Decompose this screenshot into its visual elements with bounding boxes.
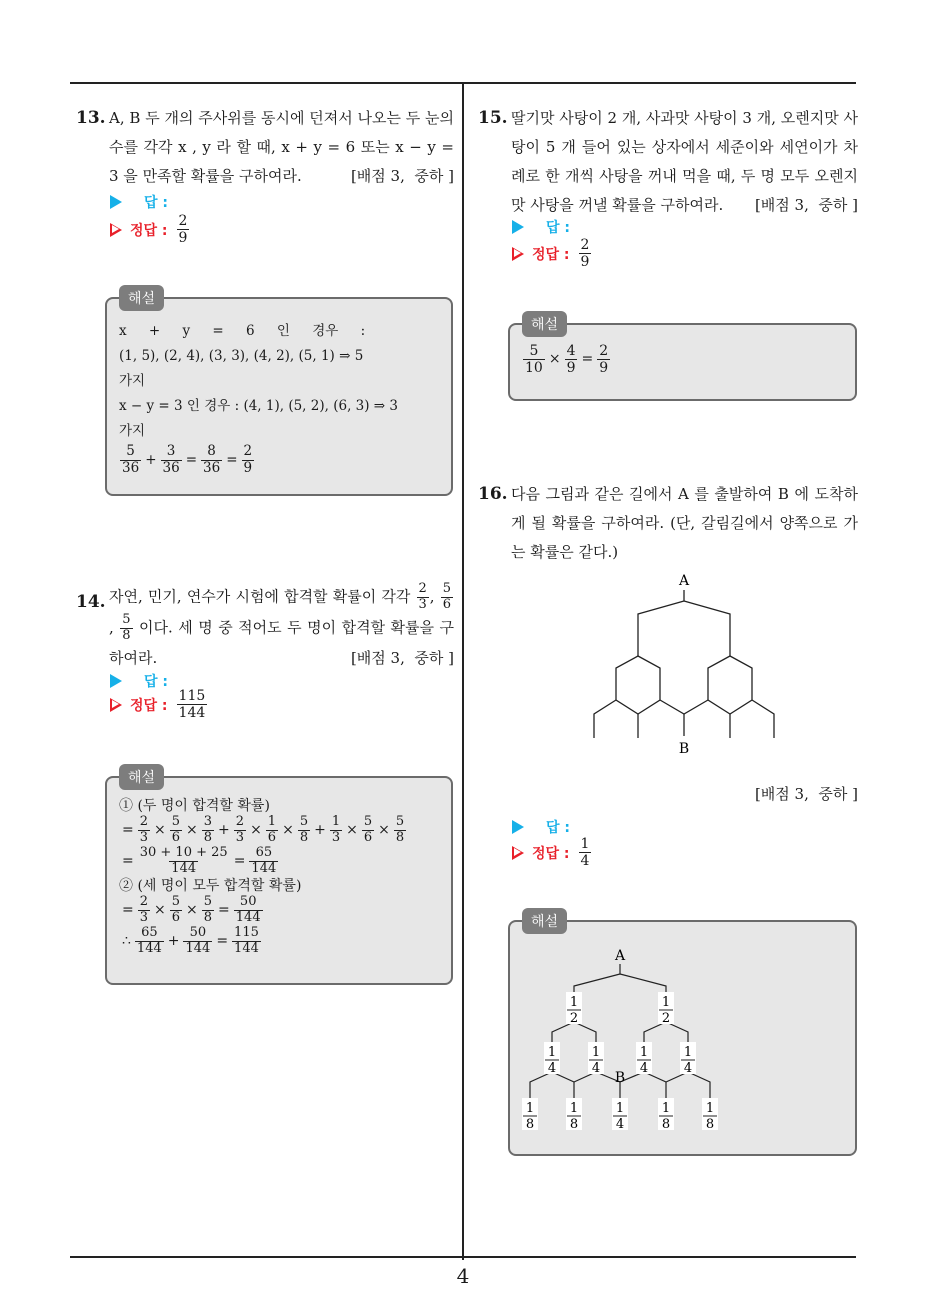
solution-box	[105, 770, 453, 985]
correct-fraction: $\frac{115}{144}$	[178, 688, 206, 722]
question-14	[76, 582, 454, 673]
question-text: A, B 두 개의 주사위를 동시에 던져서 나오는 두 눈의 수를 각각 x , y 라 할 때, x + y = 6 또는 x − y = 3 을 만족할 확률을 구하여라.	[109, 109, 454, 185]
question-16	[478, 480, 858, 567]
correct-label: 정답 :	[130, 697, 168, 714]
tree-start-label: A	[614, 948, 626, 964]
play-icon	[512, 220, 524, 234]
score-label: [배점 3, 중하 ]	[754, 196, 858, 214]
play-icon	[110, 674, 122, 688]
solution-equation: = $\frac{30 + 10 + 25}{144}$ = $\frac{65}{144}$	[122, 844, 277, 876]
solution-tag: 해설	[522, 908, 567, 934]
answer-label: 답 :	[546, 820, 570, 836]
tree-prob: 2	[569, 1011, 579, 1026]
tree-prob: 4	[615, 1117, 625, 1132]
solution-equation: = $\frac{2}{3}$ × $\frac{5}{6}$ × $\frac{5}{8}$ = $\frac{50}{144}$	[122, 893, 261, 925]
play-icon	[512, 820, 524, 834]
tree-prob: 8	[705, 1117, 715, 1132]
question-number: 13.	[76, 108, 106, 128]
tree-prob: 8	[661, 1117, 671, 1132]
tree-prob: 1	[661, 995, 671, 1010]
tree-prob: 4	[639, 1061, 649, 1076]
solution-box	[508, 914, 857, 1156]
solution-body	[522, 343, 841, 376]
question-text: 딸기맛 사탕이 2 개, 사과맛 사탕이 3 개, 오렌지맛 사탕이 5 개 들어 있는 상자에서 세준이와 세연이가 차례로 한 개씩 사탕을 꺼내 먹을 때, 두 명 모두 오렌지맛 사탕을 꺼낼 확률을 구하여라.	[511, 109, 858, 214]
correct-answer-row	[110, 213, 190, 246]
tree-prob: 4	[547, 1061, 557, 1076]
answer-label: 답 :	[546, 220, 570, 236]
solution-box	[508, 317, 857, 401]
tree-prob: 8	[525, 1117, 535, 1132]
tree-prob: 4	[591, 1061, 601, 1076]
correct-fraction: $\frac{2}{9}$	[178, 213, 188, 247]
solution-equation: $\frac{5}{36}$ + $\frac{3}{36}$ = $\frac{8}{36}$ = $\frac{2}{9}$	[122, 443, 253, 476]
score-label: [배점 3, 중하 ]	[350, 648, 454, 667]
question-number: 14.	[76, 592, 106, 612]
probability-tree	[510, 922, 855, 1154]
solution-tag: 해설	[119, 285, 164, 311]
answer-row	[110, 192, 168, 212]
tree-prob: 1	[525, 1101, 535, 1116]
question-text: 자연, 민기, 연수가 시험에 합격할 확률이 각각 $\frac{2}{3}$ , $\frac{5}{6}$ , $\frac{5}{8}$ 이다. 세 명 중 적어도 두 명이 합격할 확률을 구하여라.	[109, 581, 454, 667]
solution-line: 가지	[119, 423, 146, 439]
play-icon	[110, 195, 122, 209]
correct-fraction: $\frac{1}{4}$	[580, 836, 590, 870]
question-number: 15.	[478, 108, 508, 128]
outline-play-icon	[110, 223, 122, 237]
solution-equation: ∴ $\frac{65}{144}$ + $\frac{50}{144}$ = $\frac{115}{144}$	[122, 924, 259, 956]
correct-label: 정답 :	[532, 845, 570, 862]
answer-label: 답 :	[144, 674, 168, 690]
tree-prob: 8	[569, 1117, 579, 1132]
solution-line: ② (세 명이 모두 합격할 확률)	[119, 877, 302, 894]
solution-equation: $\frac{5}{10}$ × $\frac{4}{9}$ = $\frac{2}{9}$	[525, 343, 609, 377]
tree-prob: 1	[639, 1045, 649, 1060]
tree-prob: 4	[683, 1061, 693, 1076]
question-15	[478, 104, 858, 220]
solution-body	[119, 797, 437, 957]
solution-box	[105, 291, 453, 496]
answer-row	[512, 817, 570, 837]
tree-end-label: B	[614, 1070, 626, 1086]
solution-tag: 해설	[119, 764, 164, 790]
correct-answer-row	[512, 836, 592, 869]
tree-prob: 2	[661, 1011, 671, 1026]
outline-play-icon	[512, 247, 524, 261]
start-label: A	[678, 573, 690, 589]
correct-answer-row	[512, 237, 592, 270]
tree-prob: 1	[615, 1101, 625, 1116]
solution-tag: 해설	[522, 311, 567, 337]
end-label: B	[678, 741, 690, 757]
question-number: 16.	[478, 484, 508, 504]
correct-label: 정답 :	[532, 246, 570, 263]
tree-prob: 1	[683, 1045, 693, 1060]
question-text: 다음 그림과 같은 길에서 A 를 출발하여 B 에 도착하게 될 확률을 구하여라. (단, 갈림길에서 양쪽으로 가는 확률은 같다.)	[511, 485, 858, 561]
tree-prob: 1	[569, 1101, 579, 1116]
score-line	[478, 780, 858, 809]
road-diagram	[580, 570, 780, 760]
answer-row	[512, 217, 570, 237]
outline-play-icon	[512, 846, 524, 860]
tree-prob: 1	[661, 1101, 671, 1116]
score-label: [배점 3, 중하 ]	[754, 785, 858, 803]
solution-body	[119, 319, 437, 476]
page-number: 4	[456, 1264, 470, 1288]
solution-line: x − y = 3 인 경우 : (4, 1), (5, 2), (6, 3) ⇒ 3	[119, 398, 398, 414]
solution-line: x + y = 6 인 경우 :	[119, 323, 366, 339]
tree-prob: 1	[569, 995, 579, 1010]
bottom-rule	[70, 1256, 856, 1258]
outline-play-icon	[110, 698, 122, 712]
tree-prob: 1	[591, 1045, 601, 1060]
question-13	[76, 104, 454, 191]
tree-prob: 1	[547, 1045, 557, 1060]
solution-line: (1, 5), (2, 4), (3, 3), (4, 2), (5, 1) ⇒ 5	[119, 348, 364, 364]
correct-fraction: $\frac{2}{9}$	[580, 237, 590, 271]
solution-line: ① (두 명이 합격할 확률)	[119, 798, 270, 814]
solution-equation: = $\frac{2}{3}$ × $\frac{5}{6}$ × $\frac{3}{8}$ + $\frac{2}{3}$ × $\frac{1}{6}$ × $\frac{5}{8}$ + $\frac{1}{3}$ × $\frac{5}{6}$ × $\frac{5}{8}$	[122, 814, 405, 845]
solution-line: 가지	[119, 373, 146, 389]
column-divider	[462, 82, 464, 1260]
score-label: [배점 3, 중하 ]	[350, 167, 454, 185]
answer-label: 답 :	[144, 195, 168, 211]
correct-answer-row	[110, 688, 208, 721]
correct-label: 정답 :	[130, 222, 168, 239]
tree-prob: 1	[705, 1101, 715, 1116]
